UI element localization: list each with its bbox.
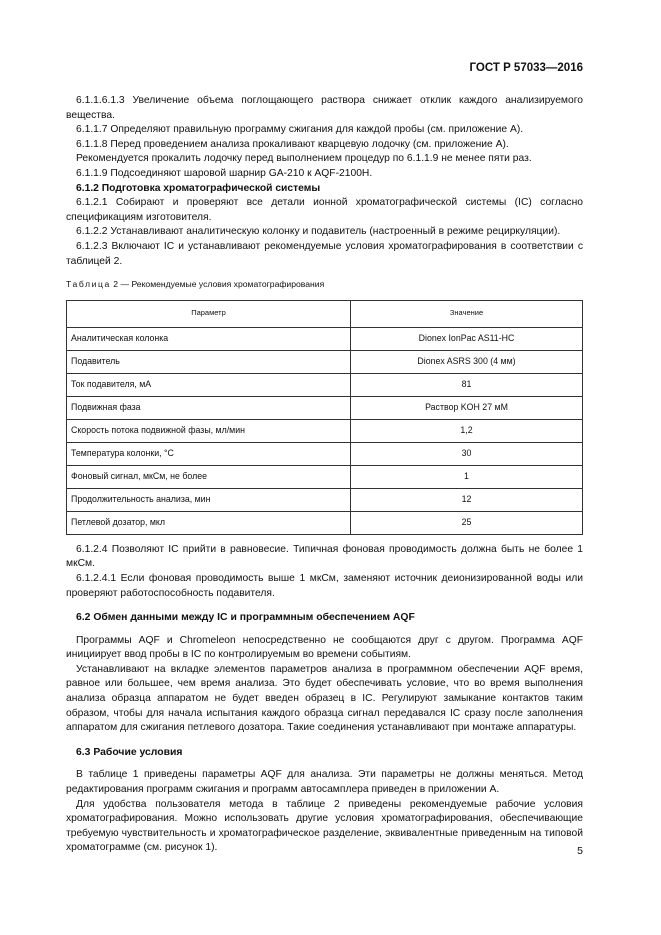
table-row [67,419,583,442]
table-cell: 1,2 [351,419,583,442]
section-heading: 6.3 Рабочие условия [76,746,183,758]
table-row [67,488,583,511]
paragraph: 6.1.1.7 Определяют правильную программу сжигания для каждой пробы (см. приложение А). [76,124,524,136]
table-row [67,465,583,488]
table-cell: Скорость потока подвижной фазы, мл/мин [67,419,351,442]
table-cell: 12 [351,488,583,511]
conditions-table [66,300,583,535]
table-cell: Ток подавителя, мА [67,373,351,396]
table-cell: Температура колонки, °C [67,442,351,465]
paragraph: 6.1.2.4 Позволяют IC прийти в равновесие. Типичная фоновая проводимость должна быть не более 1 мкСм. [66,543,583,570]
table-cell: 1 [351,465,583,488]
column-header: Параметр [67,300,351,327]
table-row [67,511,583,534]
table-cell: Подавитель [67,350,351,373]
table-header-row [67,300,583,327]
paragraph: Программы AQF и Chromeleon непосредственно не сообщаются друг с другом. Программа AQF инициирует ввод пробы в IC по контролируемым во времени событиям. [66,634,583,661]
table-caption [66,277,583,292]
column-header: Значение [351,300,583,327]
paragraph: Рекомендуется прокалить лодочку перед выполнением процедур по 6.1.1.9 не менее пяти раз. [76,153,532,165]
subsection-heading: 6.1.2 Подготовка хроматографической системы [76,182,321,194]
paragraph: 6.1.2.4.1 Если фоновая проводимость выше 1 мкСм, заменяют источник деионизированной воды или проверяют работоспособность подавителя. [66,572,583,599]
paragraph: Для удобства пользователя метода в таблице 2 приведены рекомендуемые рабочие условия хроматографирования. Можно использовать другие условия хроматографирования, обеспечивающие требуемую чувствительность и хроматографическое разделение, эквивалентные приведенным на типовой хроматограмме (см. рисунок 1). [66,798,583,854]
table-row [67,442,583,465]
table-caption-label: Таблица [66,279,111,290]
table-cell: Подвижная фаза [67,396,351,419]
table-cell: Аналитическая колонка [67,327,351,350]
table-cell: Раствор KOH 27 мМ [351,396,583,419]
paragraph: 6.1.2.1 Собирают и проверяют все детали ионной хроматографической системы (IC) согласно спецификациям изготовителя. [66,197,583,223]
table-row [67,327,583,350]
section-heading: 6.2 Обмен данными между IC и программным обеспечением AQF [76,612,415,624]
paragraph: 6.1.2.2 Устанавливают аналитическую колонку и подавитель (настроенный в режиме рециркуляции). [76,226,561,238]
paragraph: В таблице 1 приведены параметры AQF для анализа. Эти параметры не должны меняться. Метод редактирования программ сжигания и программ автосамплера приведен в приложении А. [66,769,583,796]
table-cell: Dionex IonPac AS11-HC [351,327,583,350]
page-content [66,94,583,856]
table-cell: 25 [351,511,583,534]
table-caption-text: 2 — Рекомендуемые условия хроматографирования [110,279,325,290]
table-row [67,350,583,373]
table-cell: 30 [351,442,583,465]
paragraph: 6.1.1.6.1.3 Увеличение объема поглощающего раствора снижает отклик каждого анализируемого вещества. [66,95,583,121]
document-code: ГОСТ Р 57033—2016 [469,62,583,74]
page-number: 5 [577,845,583,857]
table-row [67,396,583,419]
table-cell: Фоновый сигнал, мкСм, не более [67,465,351,488]
paragraph: 6.1.2.3 Включают IC и устанавливают рекомендуемые условия хроматографирования в соответствии с таблицей 2. [66,240,583,267]
paragraph: 6.1.1.9 Подсоединяют шаровой шарнир GA-210 к AQF-2100H. [76,167,373,179]
table-row [67,373,583,396]
table-cell: Dionex ASRS 300 (4 мм) [351,350,583,373]
table-cell: Петлевой дозатор, мкл [67,511,351,534]
table-cell: 81 [351,373,583,396]
table-cell: Продолжительность анализа, мин [67,488,351,511]
paragraph: 6.1.1.8 Перед проведением анализа прокаливают кварцевую лодочку (см. приложение А). [76,138,509,150]
paragraph: Устанавливают на вкладке элементов параметров анализа в программном обеспечении AQF время, равное или большее, чем время анализа. Это будет обеспечивать условие, что во время выполнения анализа образца аппаратом не будет введен образец в IC. Регулируют замыкание контактов таким образом, чтобы для начала испытания каждого образца сигнал передавался IC сразу после заполнения аппаратом для сжигания петлевого дозатора. Такие соединения устанавливают при монтаже аппаратуры. [66,663,583,734]
